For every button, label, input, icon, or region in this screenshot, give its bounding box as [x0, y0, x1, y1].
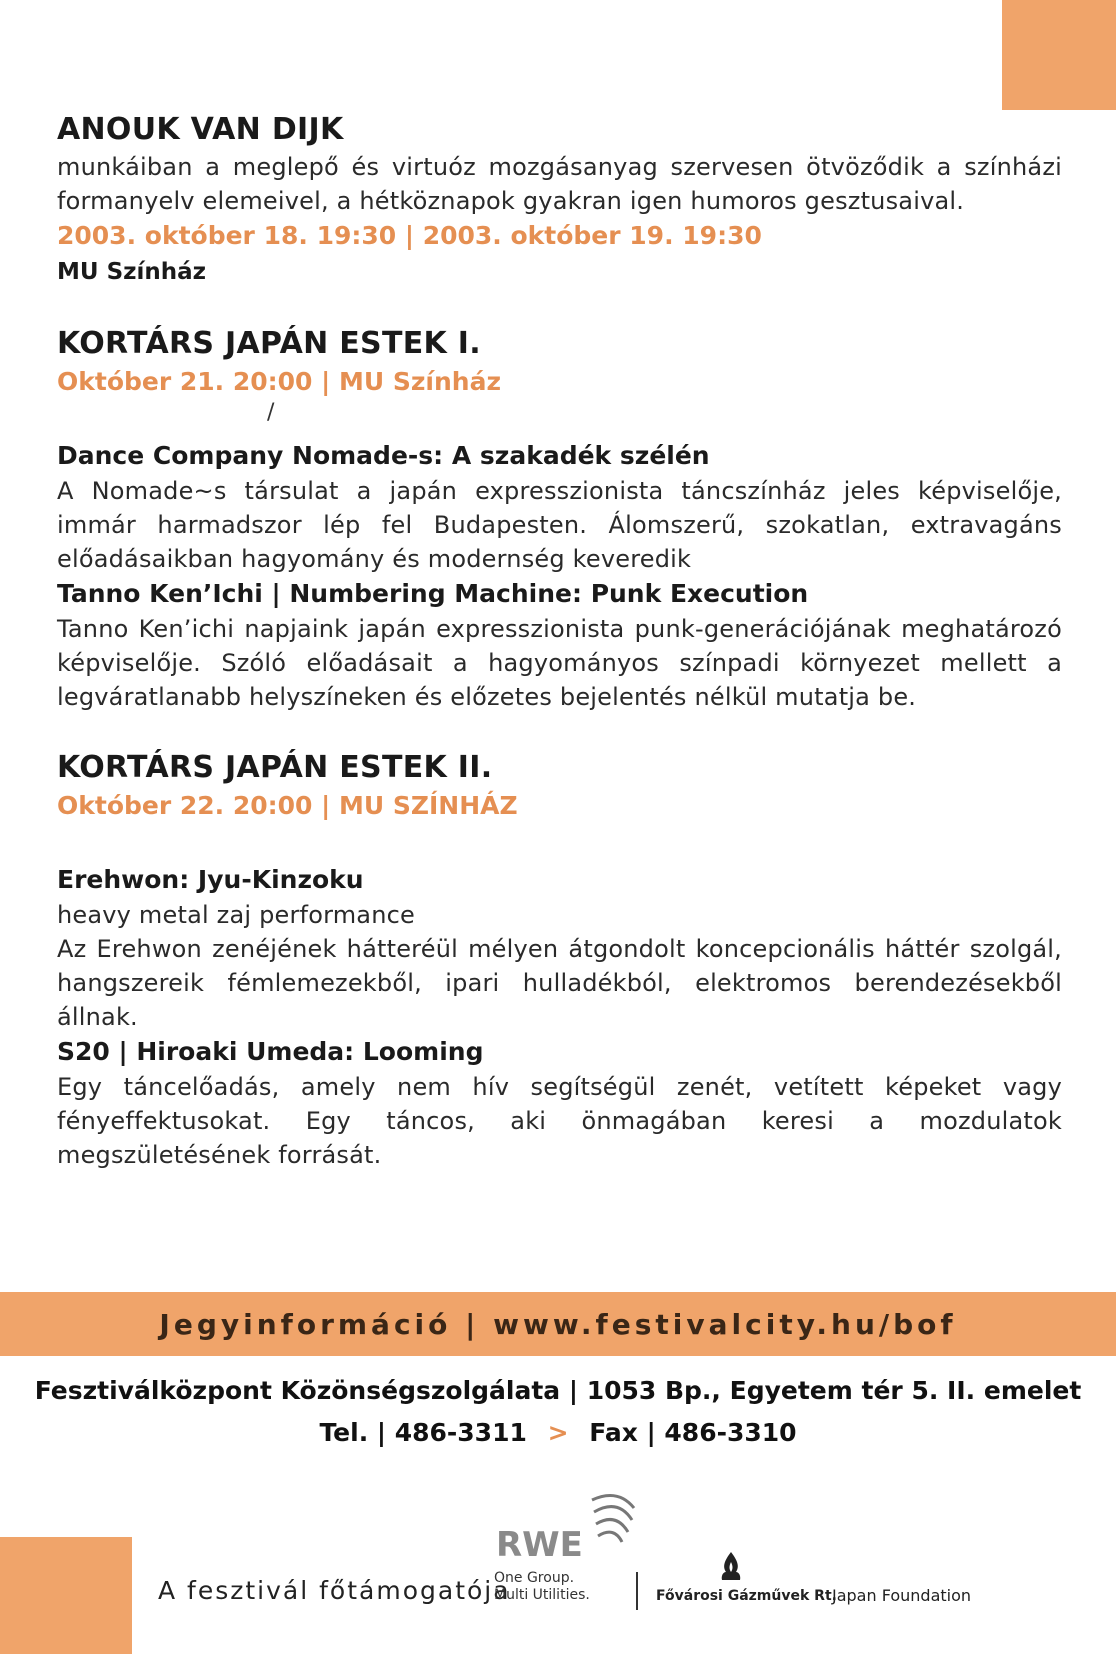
rwe-logo-text: RWE	[496, 1525, 583, 1560]
phone-fax-line	[0, 1412, 1116, 1454]
item-heading-erehwon: Erehwon: Jyu-Kinzoku	[57, 865, 364, 894]
section-title-anouk: ANOUK VAN DIJK	[57, 112, 344, 147]
corner-decoration-top-right	[1002, 0, 1116, 110]
japan-foundation-text: Japan Foundation	[832, 1586, 972, 1605]
section-datetime-japan-2: Október 22. 20:00 | MU SZÍNHÁZ	[57, 791, 518, 820]
flame-icon	[716, 1550, 746, 1584]
ticket-info-band	[0, 1292, 1116, 1356]
item-heading-nomade: Dance Company Nomade-s: A szakadék szélén	[57, 441, 710, 470]
program-content	[57, 110, 1062, 1172]
item-text-nomade: A Nomade~s társulat a japán expresszionista táncszínház jeles képviselője, immár harmadszor lép fel Budapesten. Álomszerű, szokatlan, extravagáns előadásaikban hagyomány és modernség keveredik	[57, 477, 1062, 573]
sponsor-divider	[636, 1572, 638, 1610]
rwe-tagline	[494, 1570, 590, 1604]
ticket-info-link[interactable]: Jegyinformáció | www.festivalcity.hu/bof	[159, 1307, 957, 1341]
rwe-tagline-line-2: Multi Utilities.	[494, 1587, 590, 1603]
contact-info	[0, 1370, 1116, 1454]
section-dates-anouk: 2003. október 18. 19:30 | 2003. október 19. 19:30	[57, 221, 762, 250]
item-subtitle-erehwon: heavy metal zaj performance	[57, 901, 415, 929]
item-heading-tanno: Tanno Ken’Ichi | Numbering Machine: Punk Execution	[57, 579, 809, 608]
item-text-erehwon: Az Erehwon zenéjének hátteréül mélyen átgondolt koncepcionális háttér szolgál, hangszereik fémlemezekből, ipari hulladékból, elektromos berendezésekből állnak.	[57, 935, 1062, 1031]
item-text-s20: Egy táncelőadás, amely nem hív segítségül zenét, vetített képeket vagy fényeffektusokat. Egy táncos, aki önmagában keresi a mozdulatok megszületésének forrását.	[57, 1073, 1062, 1169]
section-title-japan-2: KORTÁRS JAPÁN ESTEK II.	[57, 750, 493, 785]
stray-mark: /	[267, 400, 275, 425]
section-title-japan-1: KORTÁRS JAPÁN ESTEK I.	[57, 326, 481, 361]
section-venue-anouk: MU Színház	[57, 259, 207, 285]
item-text-tanno: Tanno Ken’ichi napjaink japán expresszionista punk-generációjának meghatározó képviselője. Szóló előadásait a hagyományos színpadi környezet mellett a legváratlanabb helyszíneken és előzetes bejelentés nélkül mutatja be.	[57, 615, 1062, 711]
rwe-tagline-line-1: One Group.	[494, 1570, 575, 1586]
sponsors-area	[0, 1490, 1116, 1610]
main-sponsor-label: A fesztivál főtámogatója	[158, 1576, 511, 1605]
rwe-logo-icon	[492, 1490, 640, 1560]
office-address: Fesztiválközpont Közönségszolgálata | 1053 Bp., Egyetem tér 5. II. emelet	[34, 1376, 1082, 1405]
section-text-anouk: munkáiban a meglepő és virtuóz mozgásanyag szervesen ötvöződik a színházi formanyelv elemeivel, a hétköznapok gyakran igen humoros gesztusaival.	[57, 153, 1062, 215]
gazmuvek-logo-text: Fővárosi Gázművek Rt.	[656, 1588, 837, 1604]
item-heading-s20: S20 | Hiroaki Umeda: Looming	[57, 1037, 484, 1066]
phone-number: Tel. | 486-3311	[319, 1418, 527, 1447]
arrow-icon: >	[547, 1418, 569, 1447]
section-datetime-japan-1: Október 21. 20:00 | MU Színház	[57, 367, 502, 396]
fax-number: Fax | 486-3310	[589, 1418, 797, 1447]
